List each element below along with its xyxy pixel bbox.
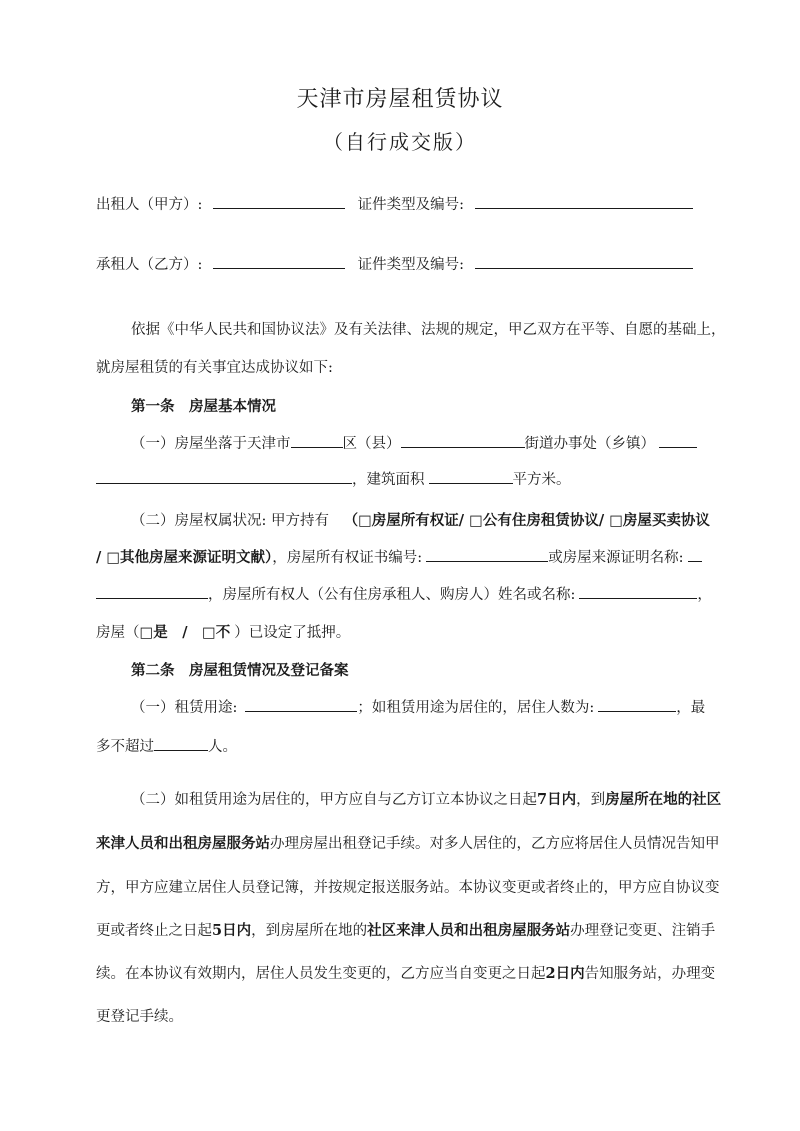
party-b-name-blank — [213, 254, 345, 269]
max-residents-blank — [154, 736, 208, 751]
art2-p1-line-1 — [131, 696, 705, 717]
art2-p2-line-4 — [96, 919, 715, 940]
comma: ， — [697, 587, 712, 603]
document-title: 天津市房屋租赁协议 — [296, 87, 504, 112]
address-blank — [96, 469, 352, 484]
residents-blank — [598, 697, 676, 712]
party-b-line — [96, 253, 693, 274]
party-a-label: 出租人（甲方）: — [96, 197, 203, 213]
art2-p2-line-2 — [96, 832, 720, 853]
party-a-line — [96, 193, 693, 214]
ownership-label: （二）房屋权属状况: 甲方持有 — [131, 513, 329, 529]
source-proof-label: 或房屋来源证明名称: — [548, 550, 684, 566]
lease-purpose-label: （一）租赁用途: — [131, 700, 238, 716]
art1-p2-line-1 — [131, 509, 710, 530]
art1-p1-line-2 — [96, 468, 571, 489]
article-2-title: 第二条 房屋租赁情况及登记备案 — [131, 662, 349, 679]
art1-p1-line-1 — [131, 432, 697, 453]
intro-line-1: 依据《中华人民共和国协议法》及有关法律、法规的规定，甲乙双方在平等、自愿的基础上， — [131, 322, 726, 338]
service-station-location: 房屋所在地的社区 — [605, 791, 722, 808]
deadline-7-days: 7日内 — [537, 791, 577, 808]
owner-name-blank — [579, 584, 697, 599]
resident-change-text-1: 续。在本协议有效期内，居住人员发生变更的，乙方应当自变更之日起 — [96, 966, 546, 982]
art2-p2-line-1 — [131, 788, 721, 809]
deadline-2-days: 2日内 — [545, 965, 585, 982]
mortgage-label: 房屋（ — [96, 625, 140, 641]
article-1-heading — [131, 395, 276, 416]
area-unit: 平方米。 — [512, 472, 571, 488]
art1-p2-line-3 — [96, 583, 712, 604]
ownership-options-other: / □其他房屋来源证明文献） — [96, 549, 273, 566]
district-blank — [291, 433, 343, 448]
document-subtitle: （自行成交版） — [323, 130, 477, 154]
owner-name-label: ，房屋所有权人（公有住房承租人、购房人）姓名或名称: — [208, 587, 576, 603]
registration-text-2: ，到 — [576, 792, 606, 808]
art2-p2-line-6: 更登记手续。 — [96, 1009, 183, 1025]
district-label: 区（县） — [342, 436, 401, 452]
max-label: 多不超过 — [96, 739, 154, 755]
street-office-blank — [401, 433, 525, 448]
registration-text-3: 办理房屋出租登记手续。对多人居住的，乙方应将居住人员情况告知甲 — [270, 836, 720, 852]
party-b-id-label: 证件类型及编号: — [357, 257, 464, 273]
article-2-heading — [131, 659, 349, 680]
party-a-name-blank — [213, 194, 345, 209]
township-blank — [659, 433, 697, 448]
art2-p1-line-2 — [96, 735, 237, 756]
persons-unit: 人。 — [208, 739, 237, 755]
party-b-label: 承租人（乙方）: — [96, 257, 203, 273]
certificate-number-label: ，房屋所有权证书编号: — [272, 550, 423, 566]
mortgage-options: □是 / □不 — [139, 624, 231, 641]
party-a-id-blank — [475, 194, 693, 209]
party-a-id-label: 证件类型及编号: — [357, 197, 464, 213]
article-1-title: 第一条 房屋基本情况 — [131, 398, 276, 415]
change-text-1: 更或者终止之日起 — [96, 923, 212, 939]
service-station-name: 来津人员和出租房屋服务站 — [96, 835, 270, 852]
residents-label: ；如租赁用途为居住的，居住人数为: — [357, 700, 595, 716]
street-office-label: 街道办事处（乡镇） — [524, 436, 655, 452]
registration-text-1: （二）如租赁用途为居住的，甲方应自与乙方订立本协议之日起 — [131, 792, 537, 808]
change-text-2: ，到房屋所在地的 — [251, 923, 368, 939]
art2-p2-line-3: 方，甲方应建立居住人员登记簿，并按规定报送服务站。本协议变更或者终止的，甲方应自协议变 — [96, 880, 720, 896]
deadline-5-days: 5日内 — [212, 922, 252, 939]
art1-p2-line-4 — [96, 621, 350, 642]
location-city-label: （一）房屋坐落于天津市 — [131, 436, 291, 452]
art2-p2-line-5 — [96, 962, 715, 983]
service-station-name-2: 社区来津人员和出租房屋服务站 — [367, 922, 571, 939]
lease-purpose-blank — [245, 697, 357, 712]
resident-change-text-2: 告知服务站，办理变 — [584, 966, 716, 982]
certificate-number-blank — [426, 547, 548, 562]
ownership-options: （□房屋所有权证/ □公有住房租赁协议/ □房屋买卖协议 — [343, 512, 710, 529]
intro-line-2: 就房屋租赁的有关事宜达成协议如下: — [96, 360, 333, 376]
area-blank — [429, 469, 513, 484]
source-proof-blank-start — [688, 547, 702, 562]
area-label: ，建筑面积 — [352, 472, 425, 488]
party-b-id-blank — [475, 254, 693, 269]
mortgage-suffix: ）已设定了抵押。 — [234, 625, 351, 641]
source-proof-blank — [96, 584, 208, 599]
change-text-3: 办理登记变更、注销手 — [570, 923, 716, 939]
art1-p2-line-2 — [96, 546, 702, 567]
max-label-start: ，最 — [676, 700, 706, 716]
